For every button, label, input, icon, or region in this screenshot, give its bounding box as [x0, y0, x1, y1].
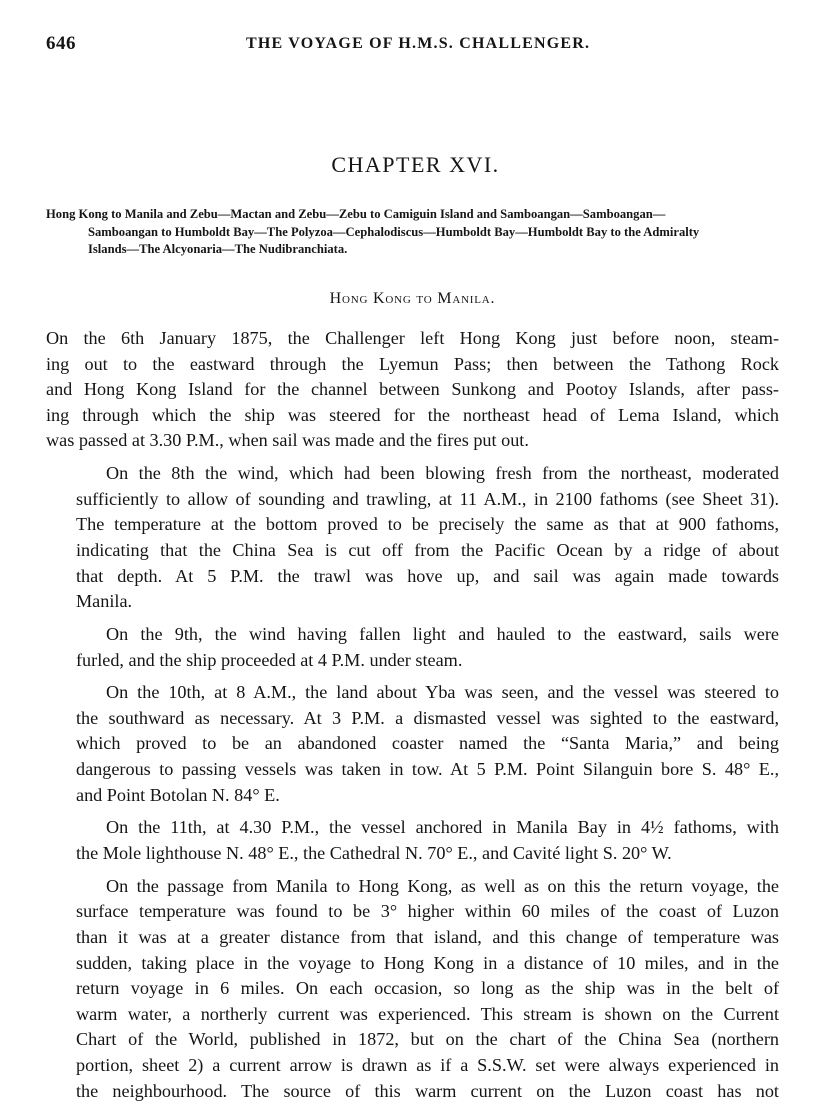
text-line: On the 8th the wind, which had been blowing fresh from the northeast, moderated [106, 463, 779, 484]
text-line: dangerous to passing vessels was taken in tow. At 5 P.M. Point Silanguin bore S. 48° E., [76, 759, 779, 780]
text-line: furled, and the ship proceeded at 4 P.M. under steam. [76, 649, 463, 670]
text-line: On the passage from Manila to Hong Kong, as well as on this the return voyage, the [106, 875, 779, 896]
synopsis-line: Islands—The Alcyonaria—The Nudibranchiata. [88, 242, 348, 256]
text-line: which proved to be an abandoned coaster named the “Santa Maria,” and being [76, 733, 779, 754]
paragraph [46, 622, 779, 673]
page-number: 646 [46, 33, 76, 54]
section-heading: Hong Kong to Manila. [329, 290, 496, 307]
text-line: sufficiently to allow of sounding and trawling, at 11 A.M., in 2100 fathoms (see Sheet 31). [76, 488, 779, 509]
text-line: On the 10th, at 8 A.M., the land about Yba was seen, and the vessel was steered to [106, 682, 779, 703]
paragraph [46, 680, 779, 808]
running-title: THE VOYAGE OF H.M.S. CHALLENGER. [246, 35, 591, 52]
chapter-title: CHAPTER XVI. [331, 152, 500, 177]
text-line: Manila. [76, 591, 133, 612]
text-line: was passed at 3.30 P.M., when sail was made and the fires put out. [46, 430, 529, 451]
text-line: that depth. At 5 P.M. the trawl was hove up, and sail was again made towards [76, 565, 779, 586]
text-line: Chart of the World, published in 1872, but on the chart of the China Sea (northern [76, 1029, 779, 1050]
text-line: On the 9th, the wind having fallen light and hauled to the eastward, sails were [106, 623, 779, 644]
text-line: and Point Botolan N. 84° E. [76, 784, 280, 805]
synopsis-line: Samboangan to Humboldt Bay—The Polyzoa—Cephalodiscus—Humboldt Bay—Humboldt Bay to the Admiralty [88, 224, 700, 239]
text-line: and Hong Kong Island for the channel between Sunkong and Pootoy Islands, after pass- [46, 379, 779, 400]
paragraph [46, 874, 779, 1104]
paragraph [46, 815, 779, 866]
text-line: indicating that the China Sea is cut off from the Pacific Ocean by a ridge of about [76, 539, 779, 560]
text-line: the neighbourhood. The source of this warm current on the Luzon coast has not [76, 1080, 779, 1101]
chapter-synopsis [46, 206, 781, 259]
paragraph [46, 461, 779, 615]
text-line: On the 11th, at 4.30 P.M., the vessel anchored in Manila Bay in 4½ fathoms, with [106, 817, 779, 838]
text-line: than it was at a greater distance from that island, and this change of temperature was [76, 927, 779, 947]
text-line: return voyage in 6 miles. On each occasion, so long as the ship was in the belt of [76, 978, 779, 999]
text-line: the Mole lighthouse N. 48° E., the Cathedral N. 70° E., and Cavité light S. 20° W. [76, 843, 672, 864]
text-line: On the 6th January 1875, the Challenger left Hong Kong just before noon, steam- [46, 328, 779, 348]
text-line: warm water, a northerly current was experienced. This stream is shown on the Current [76, 1003, 779, 1024]
running-head [46, 33, 781, 61]
text-line: the southward as necessary. At 3 P.M. a dismasted vessel was sighted to the eastward, [76, 707, 779, 728]
text-line: The temperature at the bottom proved to be precisely the same as that at 900 fathoms, [76, 514, 779, 535]
text-line: sudden, taking place in the voyage to Hong Kong in a distance of 10 miles, and in the [76, 952, 779, 973]
body-text [46, 326, 779, 1111]
synopsis-line: Hong Kong to Manila and Zebu—Mactan and Zebu—Zebu to Camiguin Island and Samboangan—Samboangan— [46, 207, 666, 221]
text-line: surface temperature was found to be 3° higher within 60 miles of the coast of Luzon [76, 901, 779, 922]
text-line: ing out to the eastward through the Lyemun Pass; then between the Tathong Rock [46, 353, 779, 374]
text-line: portion, sheet 2) a current arrow is drawn as if a S.S.W. set were always experienced in [76, 1054, 779, 1075]
text-line: ing through which the ship was steered for the northeast head of Lema Island, which [46, 404, 779, 425]
paragraph [46, 326, 779, 454]
